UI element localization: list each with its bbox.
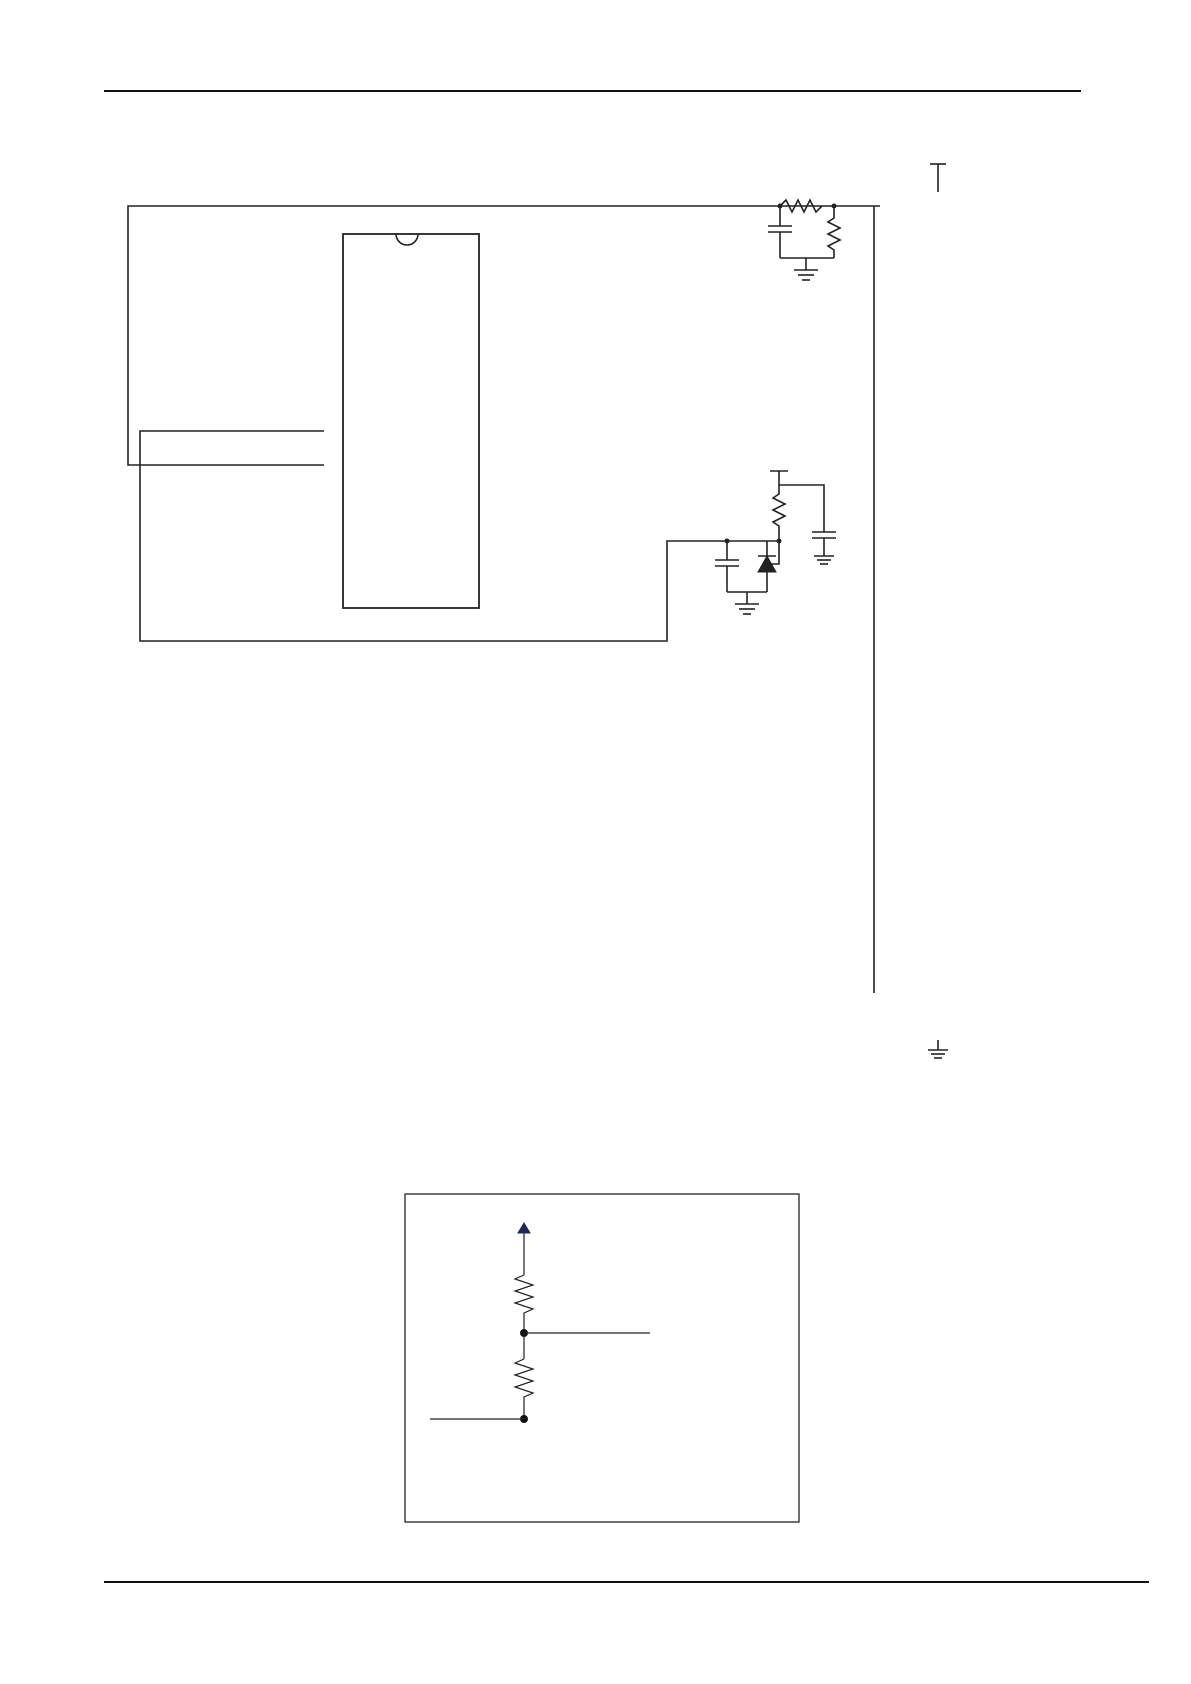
footer-rule <box>104 1581 1149 1583</box>
voltage-divider-diagram <box>404 1193 800 1523</box>
mcu-chip <box>343 234 479 608</box>
